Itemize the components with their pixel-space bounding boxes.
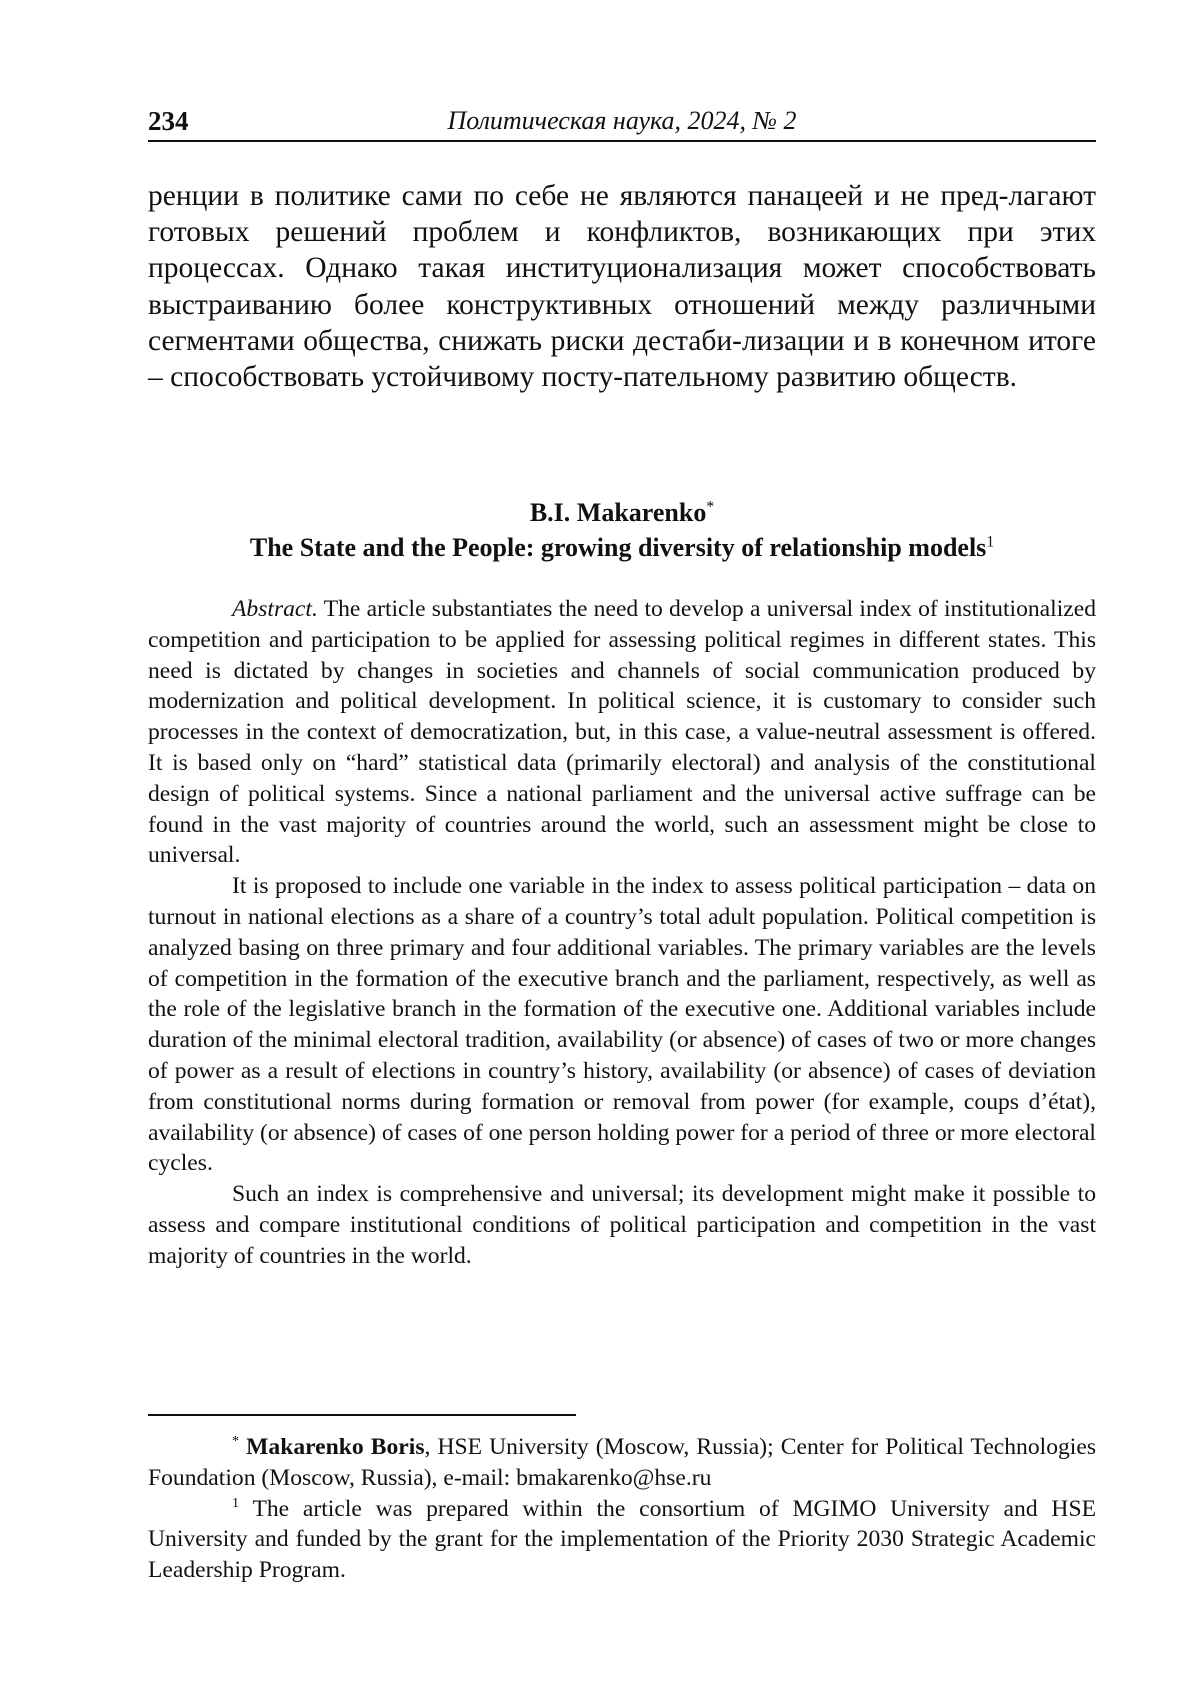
abstract-paragraph-3: Such an index is comprehensive and universal; its development might make it possible to assess and compare institutional conditions of political participation and competition in the vast majority of countries in the world. <box>148 1181 1096 1269</box>
abstract <box>148 594 1096 1272</box>
article-title <box>148 530 1096 566</box>
journal-title: Политическая наука, 2024, № 2 <box>447 106 797 135</box>
footnote-author-text: , HSE University (Moscow, Russia); Center for Political Technologies Foundation (Moscow, Russia), e-mail: bmakarenko@hse.ru <box>148 1434 1097 1491</box>
article-author <box>148 496 1096 530</box>
footnote-author-mark: * <box>232 1433 240 1450</box>
abstract-paragraph-2: It is proposed to include one variable in the index to assess political participation – data on turnout in national elections as a share of a country’s total adult population. Political competition is analyzed basing on three primary and four additional variables. The primary variables are the levels of competition in the formation of the executive branch and the parliament, respectively, as well as the role of the legislative branch in the formation of the executive one. Additional variables include duration of the minimal electoral tradition, availability (or absence) of cases of two or more changes of power as a result of elections in country’s history, availability (or absence) of cases of deviation from constitutional norms during formation or removal from power (for example, coups d’état), availability (or absence) of cases of one person holding power for a period of three or more electoral cycles. <box>148 873 1096 1177</box>
abstract-lead: Abstract. <box>232 596 318 622</box>
page-number: 234 <box>148 106 189 136</box>
footnotes <box>148 1432 1096 1586</box>
title-footnote-mark: 1 <box>986 533 995 551</box>
author-footnote-mark: * <box>706 498 715 516</box>
footnote-author <box>148 1432 1096 1494</box>
running-header <box>148 106 1096 142</box>
article-title-text: The State and the People: growing diversity of relationship models <box>249 533 987 562</box>
footnote-funding-text: The article was prepared within the consortium of MGIMO University and HSE University and funded by the grant for the implementation of the Priority 2030 Strategic Academic Leadership Program. <box>148 1495 1096 1584</box>
footnote-funding-mark: 1 <box>232 1494 240 1511</box>
author-name: B.I. Makarenko <box>529 498 707 527</box>
article-heading <box>148 496 1096 566</box>
abstract-paragraph-1 <box>148 594 1096 871</box>
footnote-funding <box>148 1494 1096 1586</box>
footnote-separator <box>148 1414 576 1416</box>
abstract-paragraph-1-text: The article substantiates the need to develop a universal index of institutionalized competition and participation to be applied for assessing political regimes in different states. This need is dictated by changes in societies and channels of social communication produced by modernization and political development. In political science, it is customary to consider such processes in the context of democratization, but, in this case, a value-neutral assessment is offered. It is based only on “hard” statistical data (primarily electoral) and analysis of the constitutional design of political systems. Since a national parliament and the universal active suffrage can be found in the vast majority of countries around the world, such an assessment might be close to universal. <box>148 596 1096 869</box>
document-page <box>148 0 1096 1706</box>
footnote-author-name: Makarenko Boris <box>246 1434 425 1460</box>
russian-paragraph: ренции в политике сами по себе не являются панацеей и не пред-лагают готовых решений проблем и конфликтов, возникающих при этих процессах. Однако такая институционализация может способствовать выстраиванию более конструктивных отношений между различными сегментами общества, снижать риски дестаби-лизации и в конечном итоге – способствовать устойчивому посту-пательному развитию обществ. <box>148 180 1096 394</box>
